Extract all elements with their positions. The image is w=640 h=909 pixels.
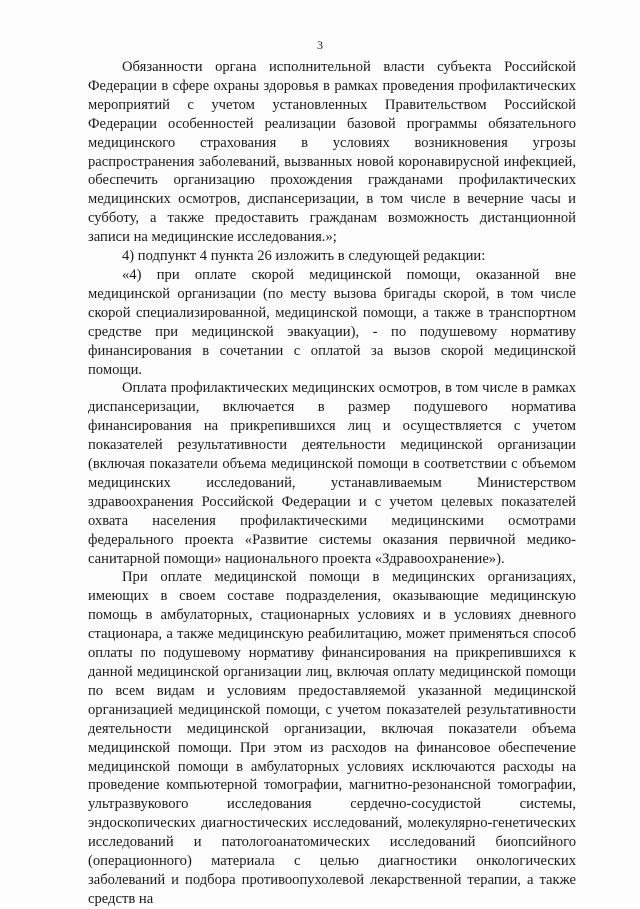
- paragraph-per-capita-payment: При оплате медицинской помощи в медицинских организациях, имеющих в своем составе подразделения, оказывающие медицинскую помощь в амбулаторных, стационарных условиях и в условиях дневного стационара, а также медицинскую реабилитацию, может применяться способ оплаты по подушевому нормативу финансирования на прикрепившихся к данной медицинской организации лиц, включая оплату медицинской помощи по всем видам и условиям предоставляемой указанной медицинской организацией медицинской помощи, с учетом показателей результативности деятельности медицинской организации, включая показатели объема медицинской помощи. При этом из расходов на финансовое обеспечение медицинской помощи в амбулаторных условиях исключаются расходы на проведение компьютерной томографии, магнитно-резонансной томографии, ультразвукового исследования сердечно-сосудистой системы, эндоскопических диагностических исследований, молекулярно-генетических исследований и патологоанатомических исследований биопсийного (операционного) материала с целью диагностики онкологических заболеваний и подбора противоопухолевой лекарственной терапии, а также средств на: [88, 569, 576, 907]
- paragraph-preventive-exams-payment: Оплата профилактических медицинских осмотров, в том числе в рамках диспансеризации, включается в размер подушевого норматива финансирования на прикрепившихся лиц и осуществляется с учетом показателей результативности деятельности медицинской организации (включая показатели объема медицинской помощи в соответствии с объемом медицинских исследований, устанавливаемым Министерством здравоохранения Российской Федерации и с учетом целевых показателей охвата населения профилактическими медицинскими осмотрами федерального проекта «Развитие системы оказания первичной медико-санитарной помощи» национального проекта «Здравоохранение»).: [88, 380, 576, 567]
- paragraph-emergency-care-payment: «4) при оплате скорой медицинской помощи, оказанной вне медицинской организации (по месту вызова бригады скорой, в том числе скорой специализированной, медицинской помощи, а также в транспортном средстве при медицинской эвакуации), - по подушевому нормативу финансирования в сочетании с оплатой за вызов скорой медицинской помощи.: [88, 266, 576, 378]
- document-body: [88, 58, 576, 909]
- paragraph-amendment-intro: 4) подпункт 4 пункта 26 изложить в следующей редакции:: [122, 248, 486, 265]
- paragraph-obligations: Обязанности органа исполнительной власти субъекта Российской Федерации в сфере охраны здоровья в рамках проведения профилактических мероприятий с учетом установленных Правительством Российской Федерации особенностей реализации базовой программы обязательного медицинского страхования в условиях возникновения угрозы распространения заболеваний, вызванных новой коронавирусной инфекцией, обеспечить организацию прохождения гражданами профилактических медицинских осмотров, диспансеризации, в том числе в вечерние часы и субботу, а также предоставить гражданам возможность дистанционной записи на медицинские исследования.»;: [88, 59, 576, 246]
- page-number: 3: [317, 38, 323, 52]
